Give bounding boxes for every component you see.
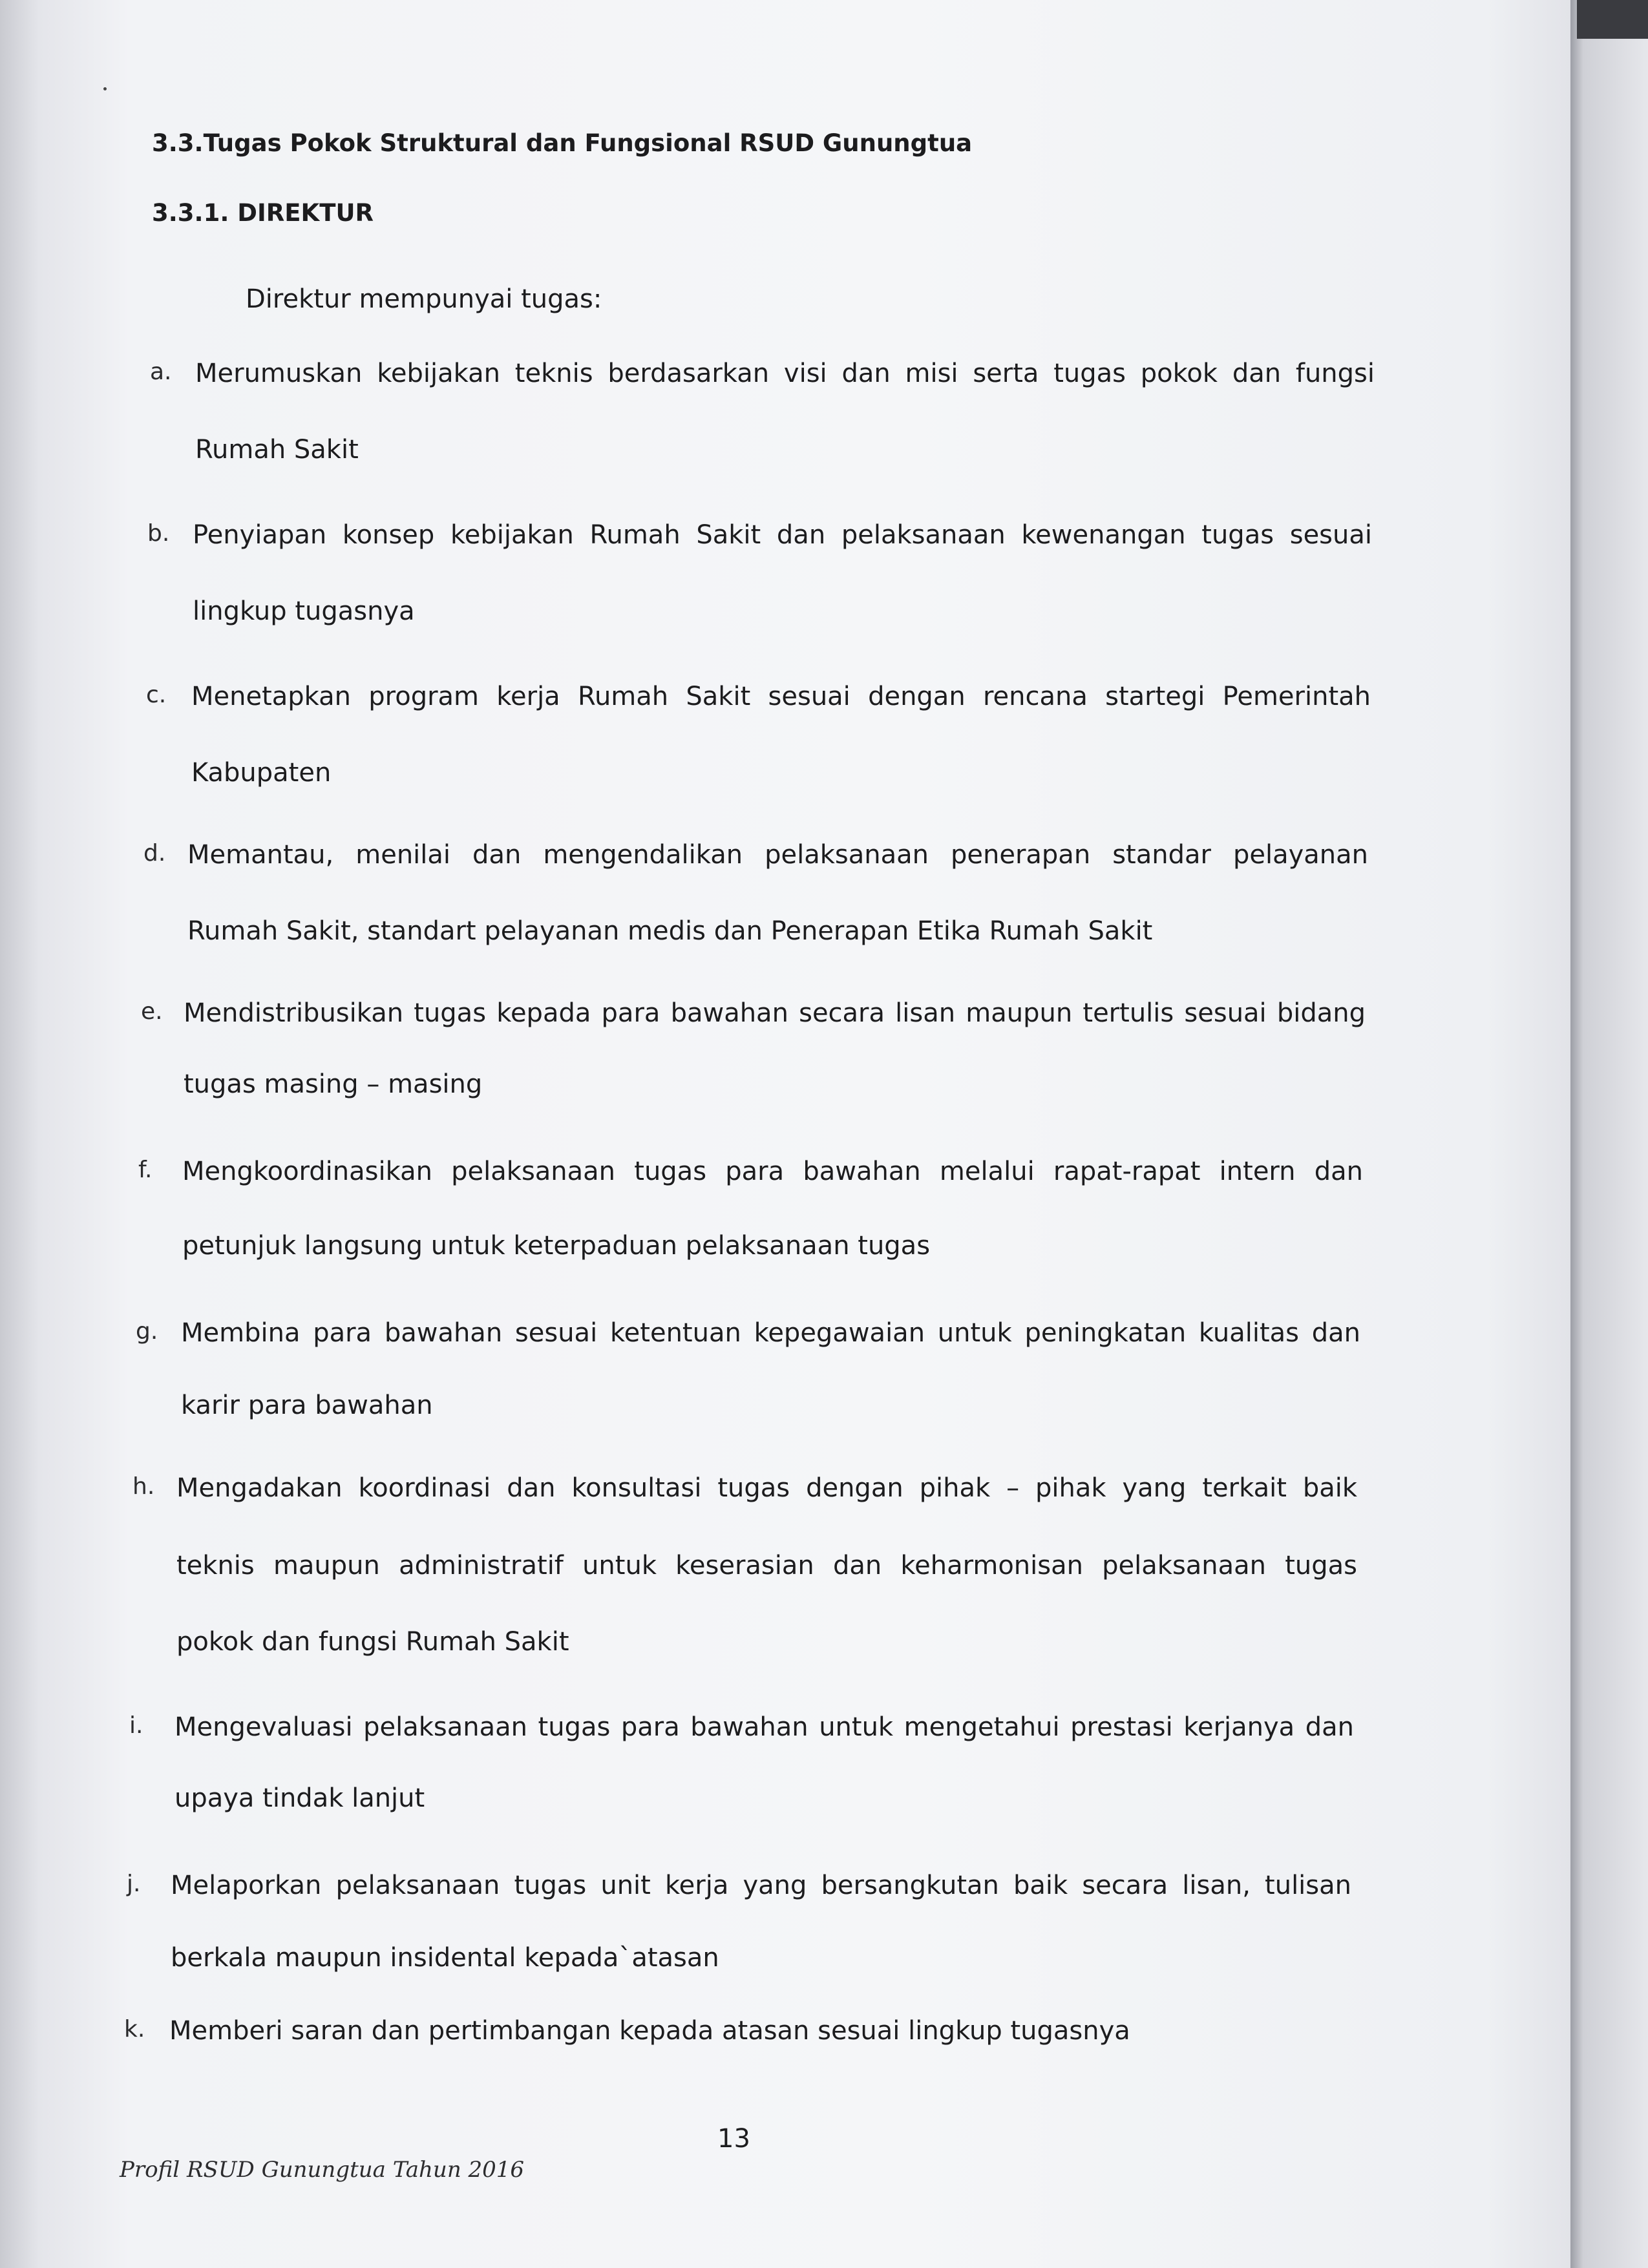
- list-item-line: Rumah Sakit, standart pelayanan medis dan Penerapan Etika Rumah Sakit: [187, 916, 1153, 946]
- intro-text: Direktur mempunyai tugas:: [246, 284, 602, 314]
- list-item-line: Memberi saran dan pertimbangan kepada atasan sesuai lingkup tugasnya: [169, 2016, 1130, 2046]
- subsection-heading: 3.3.1. DIREKTUR: [152, 199, 374, 227]
- list-item-line: Mengkoordinasikan pelaksanaan tugas para bawahan melalui rapat-rapat intern dan: [182, 1157, 1363, 1186]
- list-marker: k.: [124, 2016, 145, 2042]
- list-marker: d.: [143, 840, 166, 866]
- list-item-line: Mendistribusikan tugas kepada para bawahan secara lisan maupun tertulis sesuai bidang: [184, 998, 1366, 1028]
- list-marker: g.: [136, 1318, 158, 1345]
- list-marker: c.: [146, 682, 167, 708]
- page-number: 13: [717, 2124, 750, 2154]
- scan-page-edge: [1570, 0, 1648, 2268]
- list-item-line: Rumah Sakit: [195, 435, 359, 465]
- list-item-line: Melaporkan pelaksanaan tugas unit kerja yang bersangkutan baik secara lisan, tulisan: [171, 1871, 1351, 1900]
- list-item-line: Mengadakan koordinasi dan konsultasi tugas dengan pihak – pihak yang terkait baik: [176, 1473, 1357, 1503]
- list-item-line: Mengevaluasi pelaksanaan tugas para bawahan untuk mengetahui prestasi kerjanya dan: [174, 1712, 1354, 1742]
- list-marker: a.: [150, 359, 172, 385]
- list-item-line: upaya tindak lanjut: [174, 1783, 425, 1813]
- list-item-line: karir para bawahan: [181, 1391, 433, 1420]
- list-item-line: Menetapkan program kerja Rumah Sakit sesuai dengan rencana startegi Pemerintah: [191, 682, 1371, 711]
- list-item-line: petunjuk langsung untuk keterpaduan pelaksanaan tugas: [182, 1231, 931, 1261]
- scan-dark-corner: [1577, 0, 1648, 39]
- list-marker: b.: [147, 520, 170, 547]
- section-heading: 3.3.Tugas Pokok Struktural dan Fungsional RSUD Gunungtua: [152, 129, 973, 157]
- list-item-line: Penyiapan konsep kebijakan Rumah Sakit dan pelaksanaan kewenangan tugas sesuai: [193, 520, 1372, 550]
- list-item-line: lingkup tugasnya: [193, 596, 415, 626]
- page-footer: Profil RSUD Gunungtua Tahun 2016: [120, 2157, 525, 2183]
- list-item-line: Memantau, menilai dan mengendalikan pelaksanaan penerapan standar pelayanan: [187, 840, 1368, 870]
- list-item-line: tugas masing – masing: [184, 1069, 483, 1099]
- list-item-line: Membina para bawahan sesuai ketentuan kepegawaian untuk peningkatan kualitas dan: [181, 1318, 1360, 1348]
- list-item-line: Kabupaten: [191, 758, 332, 788]
- list-marker: j.: [127, 1871, 141, 1897]
- list-item-line: berkala maupun insidental kepada`atasan: [171, 1943, 719, 1973]
- list-item-line: pokok dan fungsi Rumah Sakit: [176, 1627, 569, 1657]
- list-marker: h.: [132, 1473, 155, 1500]
- list-marker: i.: [129, 1712, 143, 1739]
- scan-speck: [103, 87, 107, 90]
- list-item-line: Merumuskan kebijakan teknis berdasarkan visi dan misi serta tugas pokok dan fungsi: [195, 359, 1375, 388]
- list-marker: e.: [141, 998, 163, 1025]
- list-item-line: teknis maupun administratif untuk keserasian dan keharmonisan pelaksanaan tugas: [176, 1551, 1357, 1580]
- list-marker: f.: [138, 1157, 153, 1183]
